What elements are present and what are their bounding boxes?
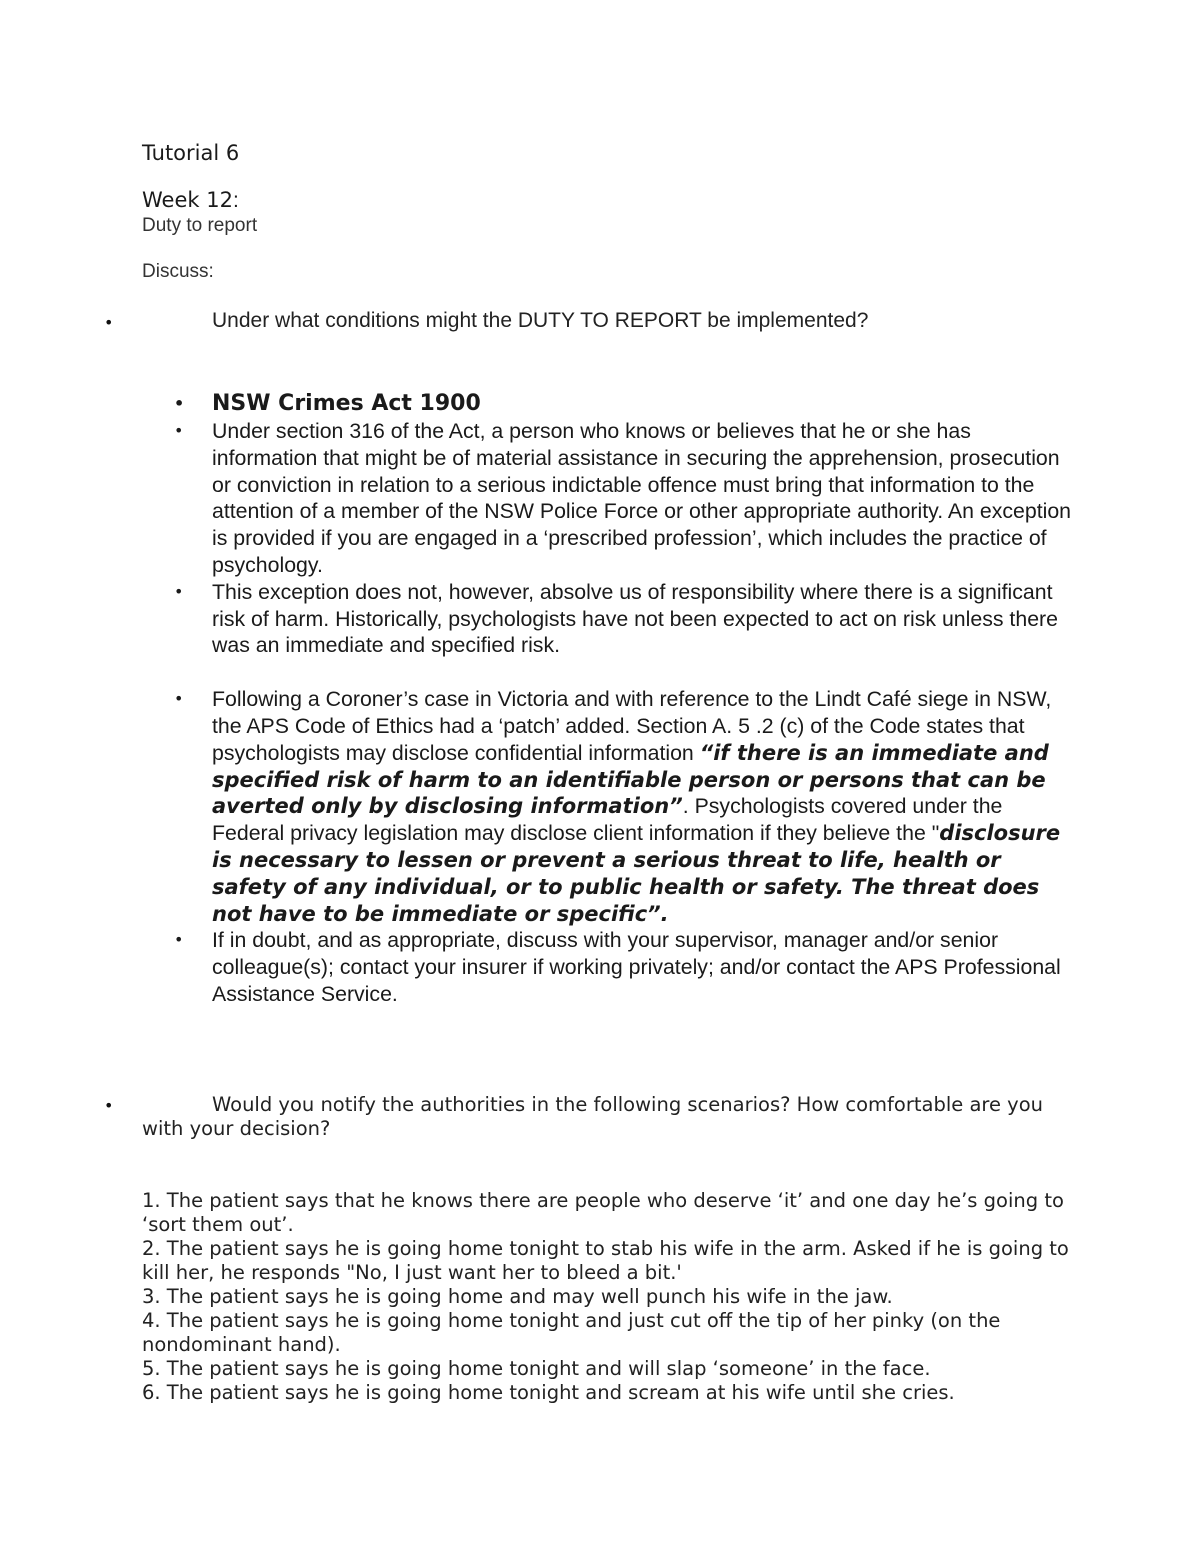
privacy-text: . Psychologists covered under the Federal privacy legislation may disclose client information if they believe the " <box>212 794 1003 846</box>
list-item: 1. The patient says that he knows there are people who deserve ‘it’ and one day he’s going to ‘sort them out’. <box>142 1189 1064 1236</box>
list-item: 5. The patient says he is going home tonight and will slap ‘someone’ in the face. <box>142 1357 931 1380</box>
week-heading <box>142 188 239 213</box>
bullet-icon: • <box>174 421 184 440</box>
discuss-label: Discuss: <box>142 261 214 282</box>
question-2-text: Would you notify the authorities in the following scenarios? How comfortable are you with your decision? <box>142 1093 1044 1140</box>
scenario-list <box>142 1189 1072 1405</box>
week-colon: : <box>232 189 239 212</box>
list-item <box>174 418 1072 579</box>
code-quote-text: “if there is an immediate and specified risk of harm to an identifiable person or persons that can be averted only by disclosing information” <box>212 740 1049 819</box>
privacy-quote-text: disclosure is necessary to lessen or prevent a serious threat to life, health or safety of any individual, or to public health or safety. The threat does not have to be immediate or specific”. <box>212 821 1061 926</box>
bullet-icon: • <box>174 930 184 950</box>
act-heading-text: NSW Crimes Act 1900 <box>212 391 481 416</box>
section-316-text: Under section 316 of the Act, a person who knows or believes that he or she has information that might be of material assistance in securing the apprehension, prosecution or conviction in relation to a serious indictable offence must bring that information to the attention of a member of the NSW Police Force or other appropriate authority. An exception is provided if you are engaged in a ‘prescribed profession’, which includes the practice of psychology. <box>212 419 1072 577</box>
act-heading <box>174 390 1072 418</box>
doubt-text: If in doubt, and as appropriate, discuss with your supervisor, manager and/or senior colleague(s); contact your insurer if working privately; and/or contact the APS Professional Assistance Service. <box>212 928 1061 1006</box>
list-item <box>174 686 1072 927</box>
bullet-icon: • <box>104 313 114 332</box>
bullet-icon: • <box>174 581 184 601</box>
week-label: Week 12 <box>142 188 233 212</box>
list-item <box>174 579 1072 659</box>
bullet-icon: • <box>174 394 185 413</box>
list-item <box>174 927 1072 1007</box>
act-details-list <box>174 390 1072 1008</box>
bullet-icon: • <box>104 1096 114 1115</box>
document-title: Tutorial 6 <box>142 141 240 165</box>
list-item: 6. The patient says he is going home tonight and scream at his wife until she cries. <box>142 1381 955 1404</box>
list-item: 3. The patient says he is going home and may well punch his wife in the jaw. <box>142 1285 893 1308</box>
bullet-icon: • <box>174 689 184 709</box>
exception-text: This exception does not, however, absolve us of responsibility where there is a significant risk of harm. Historically, psychologists have not been expected to act on risk unless there was an immediate and specified risk. <box>212 579 1058 658</box>
document-subtitle: Duty to report <box>142 215 258 236</box>
list-item: 4. The patient says he is going home tonight and just cut off the tip of her pinky (on the nondominant hand). <box>142 1309 1001 1356</box>
question-1: Under what conditions might the DUTY TO REPORT be implemented? <box>212 309 869 332</box>
question-2 <box>142 1093 1062 1141</box>
coroner-intro-text: Following a Coroner’s case in Victoria and with reference to the Lindt Café siege in NSW, the APS Code of Ethics had a ‘patch’ added. Section A. 5 .2 (c) of the Code states that psychologists may disclose confidential information <box>212 687 1052 765</box>
list-item: 2. The patient says he is going home tonight to stab his wife in the arm. Asked if he is going to kill her, he responds "No, I just want her to bleed a bit.' <box>142 1237 1069 1284</box>
